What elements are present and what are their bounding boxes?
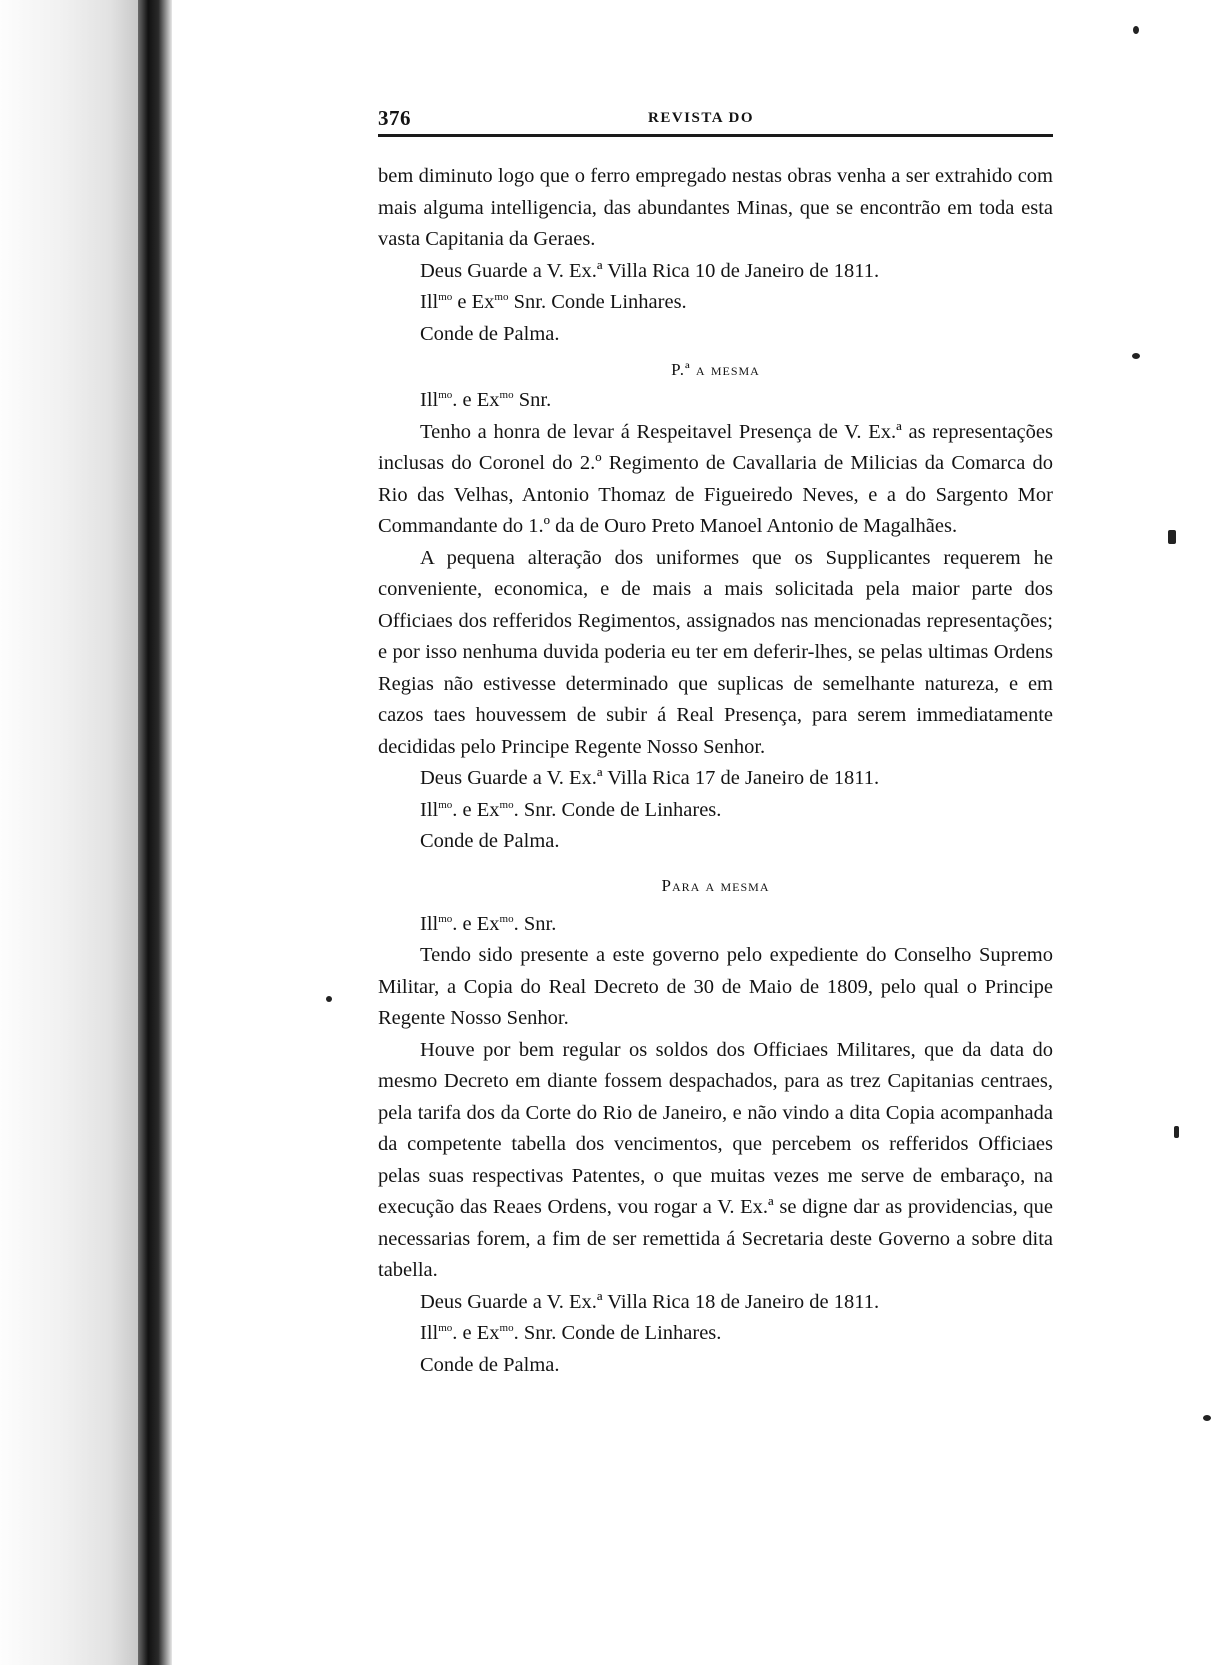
scan-speck: [1132, 353, 1140, 359]
salutation: Ill$^{mo}$. e $Ex^{mo}$. Snr.: [420, 912, 557, 935]
addressee-line: Ill$^{mo}$. e $Ex^{mo}$. Snr. Conde de Linhares.: [420, 798, 722, 821]
binding-dark-gutter: [138, 0, 172, 1665]
signature: Conde de Palma.: [420, 322, 560, 345]
letter-2: [378, 354, 1053, 858]
scan-speck: [1168, 530, 1176, 544]
page-number: 376: [378, 106, 411, 130]
signature: Conde de Palma.: [420, 1353, 560, 1376]
scan-speck: [326, 996, 332, 1002]
running-head: [378, 100, 1053, 134]
scan-speck: [1174, 1126, 1179, 1138]
closing-line: Deus Guarde a V. Ex.ª Villa Rica 17 de Janeiro de 1811.: [420, 767, 880, 789]
body-paragraph: Tenho a honra de levar á Respeitavel Presença de V. Ex.ª as representações inclusas do Coronel do 2.º Regimento de Cavallaria de Milicias da Comarca do Rio das Velhas, Antonio Thomaz de Figueiredo Neves, e a do Sargento Mor Commandante do 1.º da de Ouro Preto Manoel Antonio de Magalhães.: [378, 420, 1053, 537]
salutation: Ill$^{mo}$. e $Ex^{mo}$ Snr.: [420, 389, 552, 411]
header-rule: [378, 134, 1053, 137]
running-title: REVISTA DO: [648, 110, 754, 126]
closing-line: Deus Guarde a V. Ex.ª Villa Rica 10 de Janeiro de 1811.: [420, 259, 880, 282]
signature: Conde de Palma.: [420, 830, 560, 852]
page-binding-shadow: [0, 0, 172, 1665]
binding-gray-margin: [0, 0, 138, 1665]
book-page: [378, 100, 1053, 1381]
addressee-line: Ill$^{mo}$. e $Ex^{mo}$. Snr. Conde de Linhares.: [420, 1322, 722, 1344]
body-paragraph: A pequena alteração dos uniformes que os Supplicantes requerem he conveniente, economica, e de mais a mais solicitada pela maior parte dos Officiaes dos refferidos Regimentos, assignados nas mencionadas representações; e por isso nenhuma duvida poderia eu ter em deferir-lhes, se pelas ultimas Ordens Regias não estivesse determinado que suplicas de semelhante natureza, e em cazos taes houvessem de subir á Real Presença, para serem immediatamente decididas pelo Principe Regente Nosso Senhor.: [378, 546, 1053, 758]
body-paragraph: Houve por bem regular os soldos dos Officiaes Militares, que da data do mesmo Decreto em diante fossem despachados, para as trez Capitanias centraes, pela tarifa dos da Corte do Rio de Janeiro, e não vindo a dita Copia acompanhada da competente tabella dos vencimentos, que percebem os refferidos Officiaes pelas suas respectivas Patentes, o que muitas vezes me serve de embaraço, na execução das Reaes Ordens, vou rogar a V. Ex.ª se digne dar as providencias, que necessarias forem, a fim de ser remettida á Secretaria deste Governo a sobre dita tabella.: [378, 1038, 1053, 1281]
letter-heading: Para a mesma: [661, 875, 770, 895]
letter-heading: P.ª a mesma: [671, 360, 760, 379]
closing-line: Deus Guarde a V. Ex.ª Villa Rica 18 de Janeiro de 1811.: [420, 1290, 880, 1313]
continuation-paragraph: bem diminuto logo que o ferro empregado nestas obras venha a ser extrahido com mais alguma intelligencia, das abundantes Minas, que se encontrão em toda esta vasta Capitania da Geraes.: [378, 165, 1053, 250]
letter-3: [378, 870, 1053, 1382]
scan-speck: [1203, 1415, 1211, 1421]
addressee-line: Ill$^{mo}$ e $Ex^{mo}$ Snr. Conde Linhares.: [420, 291, 687, 313]
scan-speck: [1133, 26, 1139, 34]
letter-end-1: [378, 161, 1053, 350]
body-paragraph: Tendo sido presente a este governo pelo expediente do Conselho Supremo Militar, a Copia do Real Decreto de 30 de Maio de 1809, pelo qual o Principe Regente Nosso Senhor.: [378, 944, 1053, 1029]
